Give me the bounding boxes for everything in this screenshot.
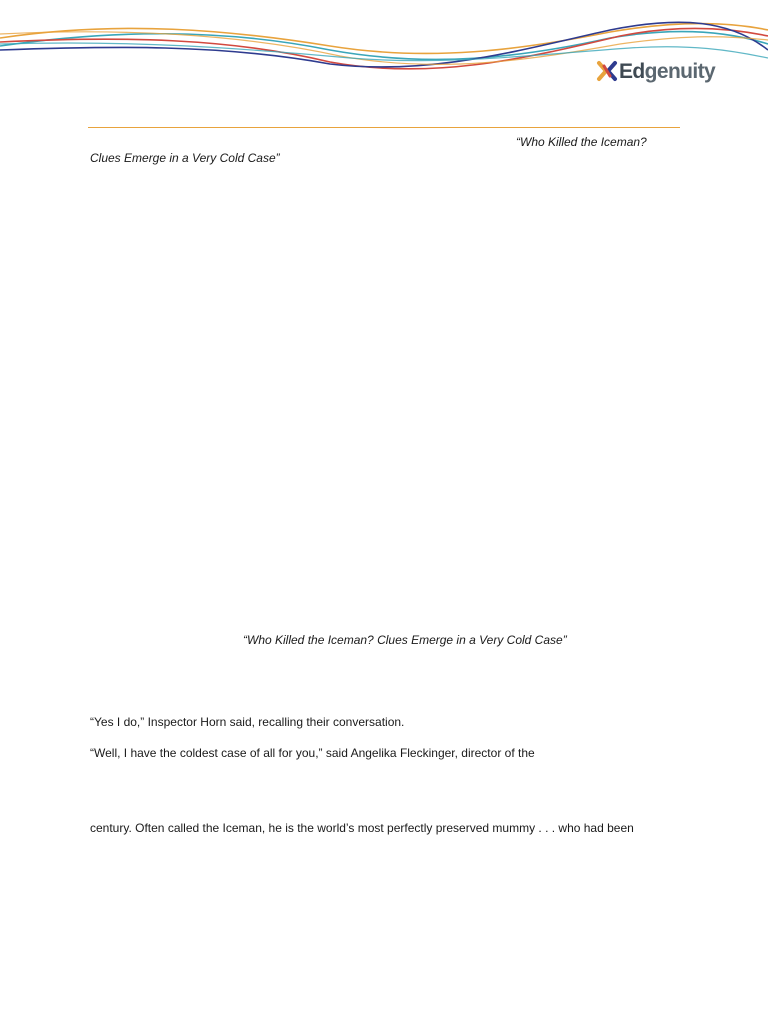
logo-wordmark-ed: Ed — [619, 59, 645, 83]
logo-wordmark-genuity: genuity — [644, 59, 716, 83]
article-title: “Who Killed the Iceman? Clues Emerge in a Very Cold Case” — [243, 633, 567, 647]
header-title-line2: Clues Emerge in a Very Cold Case” — [90, 151, 280, 165]
logo-wordmark — [619, 61, 715, 82]
paragraph-1: “Yes I do,” Inspector Horn said, recalling their conversation. — [90, 715, 405, 729]
header-title-line1: “Who Killed the Iceman? — [516, 135, 647, 149]
paragraph-2: “Well, I have the coldest case of all for you,” said Angelika Fleckinger, director of the — [90, 746, 535, 760]
header-rule — [88, 127, 680, 128]
paragraph-3: century. Often called the Iceman, he is the world’s most perfectly preserved mummy . . . who had been — [90, 821, 634, 835]
edgenuity-logo — [596, 56, 715, 86]
edgenuity-x-mark-icon — [596, 60, 618, 82]
